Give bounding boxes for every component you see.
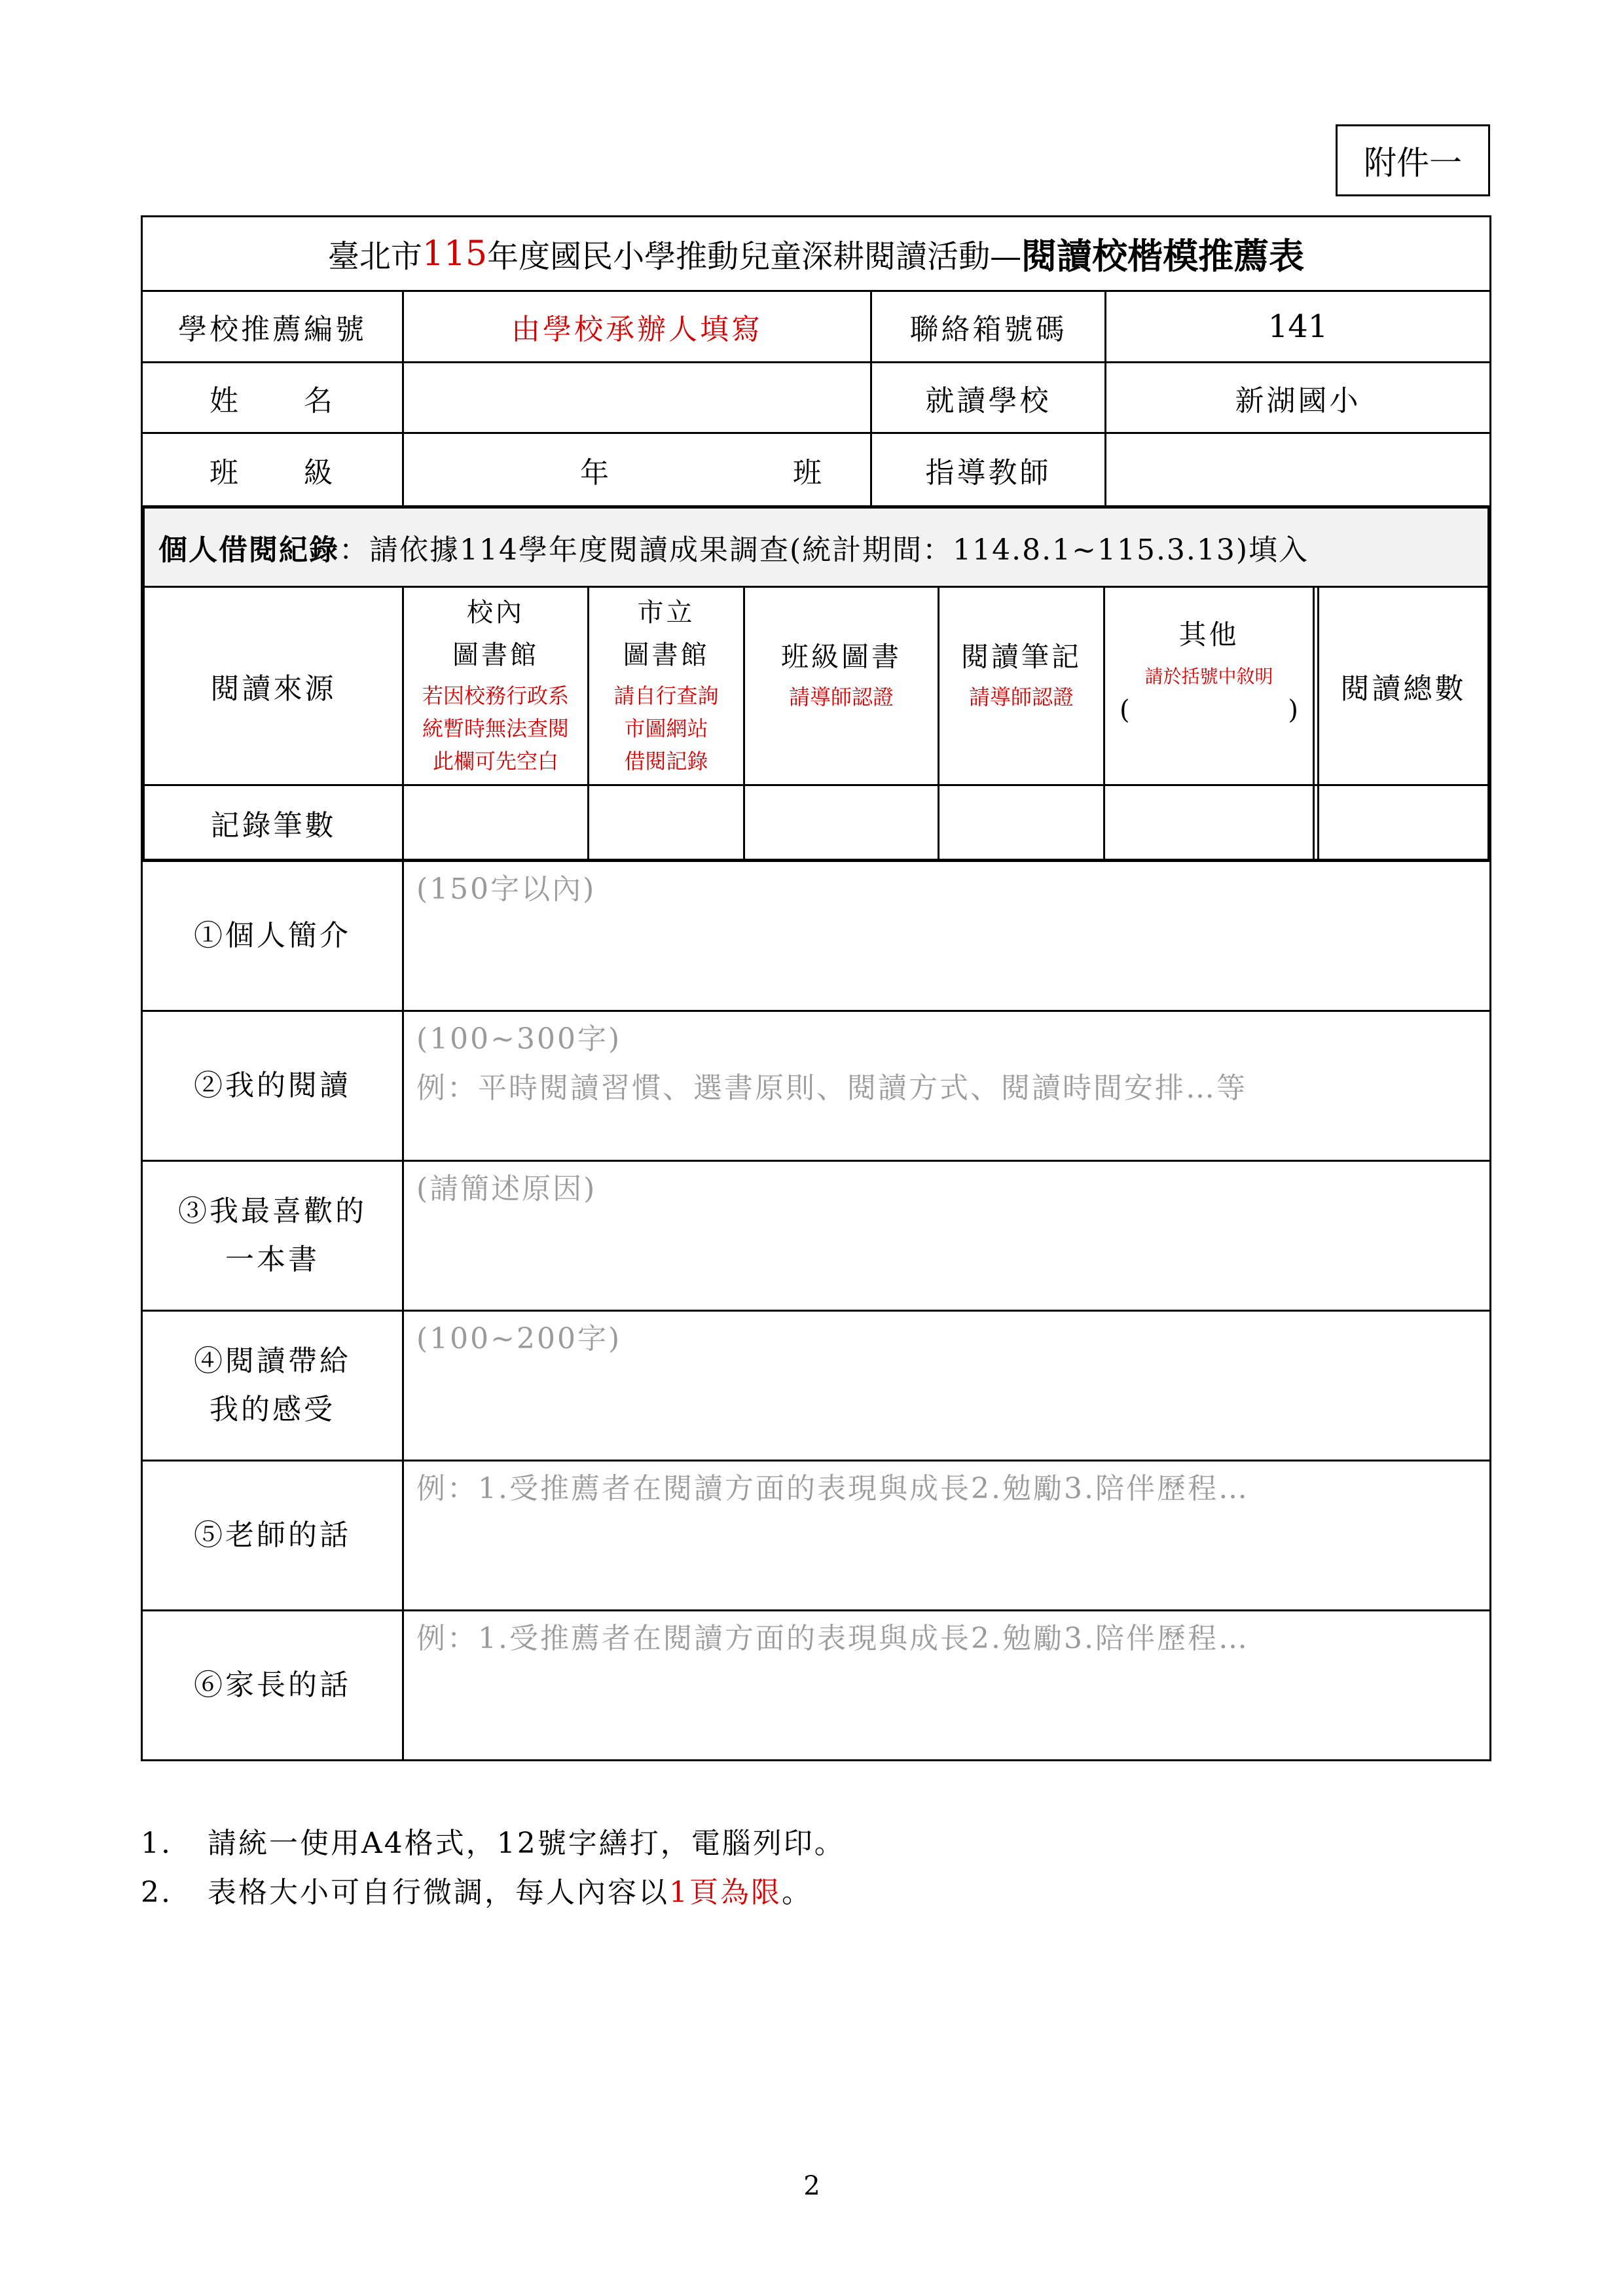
other-label: 其他	[1178, 619, 1239, 651]
other-note: 請於括號中敘明	[1144, 666, 1273, 687]
table-line	[1489, 215, 1491, 1761]
section-label-2	[143, 1012, 402, 1160]
section-label-1	[143, 862, 402, 1010]
class-label: 班 級	[210, 456, 335, 490]
city-library-note1: 請自行查詢	[613, 683, 719, 708]
section-5-field[interactable]	[404, 1462, 1489, 1609]
attachment-label: 附件一	[1364, 144, 1462, 182]
name-label: 姓 名	[210, 384, 335, 418]
section-4-label: ④閱讀帶給	[194, 1344, 351, 1378]
section-label-3	[143, 1162, 402, 1310]
other-paren-open: (	[1120, 695, 1130, 725]
page-number: 2	[803, 2171, 820, 2201]
reading-notes-header	[939, 588, 1103, 784]
borrow-heading-rest: ：請依據114學年度閱讀成果調查(統計期間：114.8.1~115.3.13)填入	[339, 533, 1309, 567]
title-prefix: 臺北市	[327, 238, 422, 275]
count-other-field[interactable]	[1105, 786, 1313, 859]
section-1-hint: (150字以內)	[416, 872, 596, 906]
footnote-2-number: 2.	[141, 1876, 172, 1909]
count-notes-field[interactable]	[939, 786, 1103, 859]
section-2-hint-example: 例：平時閱讀習慣、選書原則、閱讀方式、閱讀時間安排…等	[416, 1071, 1247, 1105]
section-3-label: ③我最喜歡的	[178, 1194, 367, 1228]
footnote-2-text: 表格大小可自行微調，每人內容以	[208, 1876, 669, 1909]
school-library-header	[404, 588, 587, 784]
section-3-hint: (請簡述原因)	[416, 1172, 597, 1206]
class-books-label: 班級圖書	[780, 641, 902, 673]
total-label: 閱讀總數	[1340, 672, 1467, 706]
section-4-hint: (100~200字)	[416, 1322, 622, 1355]
source-label: 閱讀來源	[210, 672, 337, 706]
footnote-1	[141, 1820, 845, 1861]
section-2-hint: (100~300字)	[416, 1022, 622, 1056]
section-label-6	[143, 1611, 402, 1759]
section-3-label-line2: 一本書	[225, 1243, 319, 1276]
count-class-books-field[interactable]	[745, 786, 938, 859]
school-label: 就讀學校	[925, 384, 1051, 418]
school-library-line2: 圖書館	[452, 640, 539, 670]
count-total-field[interactable]	[1319, 786, 1487, 859]
section-label-4	[143, 1312, 402, 1460]
footnote-2	[141, 1869, 812, 1910]
title-year: 115	[422, 234, 488, 274]
section-6-label: ⑥家長的話	[194, 1668, 351, 1702]
name-field[interactable]	[404, 363, 870, 432]
section-1-field[interactable]	[404, 862, 1489, 1010]
footnote-2-highlight: 1頁為限	[669, 1876, 782, 1909]
city-library-note2: 市圖網站	[624, 716, 708, 741]
section-label-5	[143, 1462, 402, 1609]
other-paren-row	[1105, 695, 1313, 734]
school-library-line1: 校內	[467, 598, 524, 628]
other-header	[1105, 588, 1313, 784]
count-school-library-field[interactable]	[404, 786, 587, 859]
city-library-line2: 圖書館	[623, 640, 710, 670]
table-line	[1313, 586, 1315, 861]
class-books-header	[745, 588, 938, 784]
school-library-note3: 此欄可先空白	[432, 749, 558, 774]
teacher-field[interactable]	[1106, 434, 1489, 505]
reading-notes-note: 請導師認證	[968, 685, 1074, 709]
table-line	[1487, 505, 1491, 862]
form-title	[143, 217, 1489, 290]
class-year-label: 年	[580, 456, 611, 490]
class-books-note: 請導師認證	[788, 685, 894, 709]
count-city-library-field[interactable]	[589, 786, 743, 859]
count-label: 記錄筆數	[210, 808, 337, 842]
footnote-1-number: 1.	[141, 1827, 172, 1860]
school-value[interactable]: 新湖國小	[1235, 384, 1361, 418]
borrow-heading	[158, 509, 1309, 586]
recommend-no-value[interactable]: 由學校承辦人填寫	[511, 313, 763, 346]
teacher-label: 指導教師	[925, 456, 1051, 490]
mailbox-label: 聯絡箱號碼	[909, 313, 1067, 346]
attachment-label-box	[1336, 124, 1490, 196]
school-library-note1: 若因校務行政系	[422, 683, 569, 708]
section-2-field[interactable]	[404, 1012, 1489, 1160]
section-1-label: ①個人簡介	[194, 919, 351, 952]
section-3-field[interactable]	[404, 1162, 1489, 1310]
section-6-hint: 例：1.受推薦者在閱讀方面的表現與成長2.勉勵3.陪伴歷程…	[416, 1622, 1249, 1655]
table-line	[141, 1759, 1491, 1761]
section-2-label: ②我的閱讀	[194, 1069, 351, 1102]
city-library-note3: 借閱記錄	[624, 749, 708, 774]
footnote-1-text: 請統一使用A4格式，12號字繕打，電腦列印。	[208, 1827, 845, 1860]
school-library-note2: 統暫時無法查閱	[422, 716, 569, 741]
recommend-no-label: 學校推薦編號	[178, 313, 367, 346]
section-5-hint: 例：1.受推薦者在閱讀方面的表現與成長2.勉勵3.陪伴歷程…	[416, 1472, 1249, 1505]
mailbox-value[interactable]: 141	[1267, 308, 1328, 345]
section-4-field[interactable]	[404, 1312, 1489, 1460]
title-middle: 年度國民小學推動兒童深耕閱讀活動—	[487, 238, 1022, 275]
section-5-label: ⑤老師的話	[194, 1518, 351, 1552]
section-6-field[interactable]	[404, 1611, 1489, 1759]
borrow-heading-bold: 個人借閱紀錄	[158, 533, 339, 567]
other-paren-close: )	[1288, 695, 1298, 725]
footnote-2-end: 。	[782, 1876, 812, 1909]
city-library-header	[589, 588, 743, 784]
class-ban-label: 班	[793, 456, 824, 490]
reading-notes-label: 閱讀筆記	[960, 641, 1082, 673]
section-4-label-line2: 我的感受	[210, 1393, 335, 1426]
title-bold: 閱讀校楷模推薦表	[1021, 235, 1305, 277]
city-library-line1: 市立	[637, 598, 695, 628]
